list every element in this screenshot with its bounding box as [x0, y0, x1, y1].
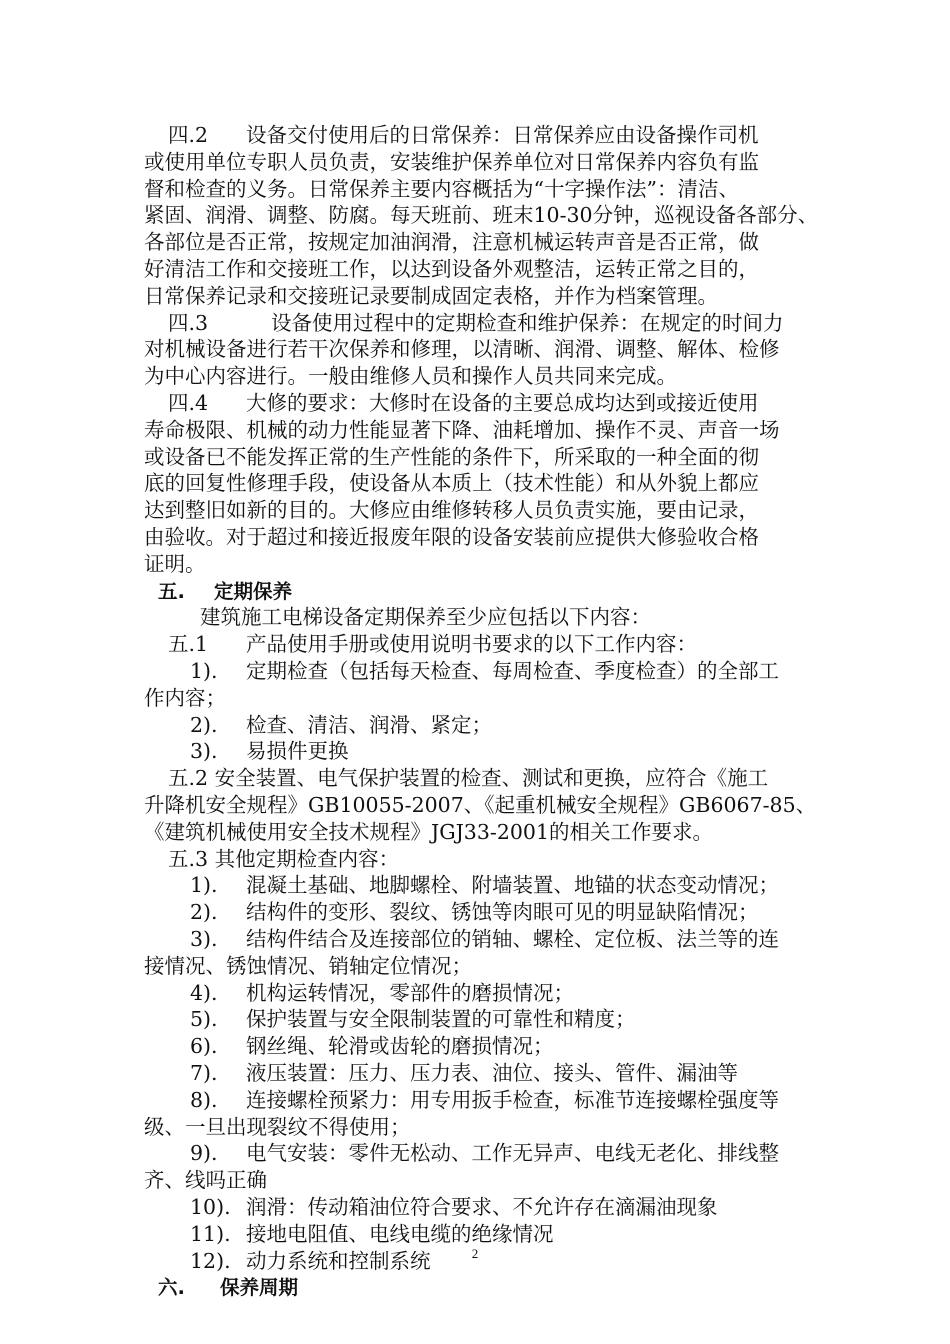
- text: 连接螺栓预紧力：用专用扳手检查，标准节连接螺栓强度等: [246, 1087, 779, 1112]
- text: 保护装置与安全限制装置的可靠性和精度；: [246, 1007, 636, 1032]
- list-item: [144, 872, 814, 899]
- paragraph-line: [144, 765, 814, 792]
- list-item: [144, 712, 814, 739]
- list-item: [144, 1033, 814, 1060]
- list-item: [144, 1006, 814, 1033]
- item-number: 3).: [190, 739, 218, 764]
- heading-text: 定期保养: [214, 579, 293, 603]
- item-number: 1).: [190, 873, 218, 898]
- item-number: 6).: [190, 1034, 218, 1059]
- paragraph-line: 紧固、润滑、调整、防腐。每天班前、班末10-30分钟，巡视设备各部分、: [144, 203, 819, 228]
- item-number: 1).: [190, 659, 218, 683]
- text: 液压装置：压力、压力表、油位、接头、管件、漏油等: [246, 1061, 738, 1085]
- list-item: [144, 1194, 814, 1221]
- paragraph-line: 或设备已不能发挥正常的生产性能的条件下，所采取的一种全面的彻: [144, 444, 759, 469]
- item-number: 4).: [190, 980, 218, 1005]
- page-number: 2: [471, 1246, 479, 1261]
- paragraph-line: 督和检查的义务。日常保养主要内容概括为“十字操作法”：清洁、: [144, 176, 739, 201]
- list-item: [144, 899, 814, 926]
- text: 接地电阻值、电线电缆的绝缘情况: [246, 1221, 554, 1246]
- paragraph-line: 对机械设备进行若干次保养和修理，以清晰、润滑、调整、解体、检修: [144, 337, 780, 362]
- paragraph-line: 达到整旧如新的目的。大修应由维修转移人员负责实施，要由记录，: [144, 498, 759, 523]
- section-label: 四.3: [168, 310, 209, 335]
- paragraph-line: [144, 122, 814, 149]
- paragraph-line: 寿命极限、机械的动力性能显著下降、油耗增加、操作不灵、声音一场: [144, 417, 780, 442]
- heading-text: 保养周期: [220, 1276, 299, 1300]
- text: 五.2 安全装置、电气保护装置的检查、测试和更换，应符合《施工: [168, 766, 769, 791]
- list-item: [144, 926, 814, 953]
- paragraph-line: 接情况、锈蚀情况、销轴定位情况；: [144, 953, 472, 978]
- section-label: 五.1: [168, 632, 209, 657]
- paragraph-line: 升降机安全规程》GB10055-2007、《起重机械安全规程》GB6067-85、: [144, 793, 817, 817]
- paragraph-line: 证明。: [144, 551, 206, 576]
- paragraph-line: [144, 310, 814, 337]
- section-label: 四.4: [168, 391, 209, 415]
- item-number: 2).: [190, 712, 218, 737]
- text: 五.3 其他定期检查内容：: [168, 846, 400, 871]
- text: 混凝土基础、地脚螺栓、附墙装置、地锚的状态变动情况；: [246, 873, 779, 898]
- text: 定期检查（包括每天检查、每周检查、季度检查）的全部工: [246, 659, 779, 683]
- paragraph-line: [144, 846, 814, 873]
- paragraph-line: 或使用单位专职人员负责，安装维护保养单位对日常保养内容负有监: [144, 149, 759, 174]
- item-number: 3).: [190, 927, 218, 951]
- list-item: [144, 1060, 814, 1087]
- paragraph-line: 各部位是否正常，按规定加油润滑，注意机械运转声音是否正常，做: [144, 230, 759, 255]
- paragraph-line: 由验收。对于超过和接近报废年限的设备安装前应提供大修验收合格: [144, 525, 759, 549]
- paragraph-line: 级、一旦出现裂纹不得使用；: [144, 1114, 411, 1139]
- paragraph-line: [144, 604, 814, 631]
- text: 易损件更换: [246, 739, 349, 764]
- list-item: [144, 1140, 814, 1167]
- paragraph-line: 《建筑机械使用安全技术规程》JGJ33-2001的相关工作要求。: [144, 819, 713, 844]
- item-number: 7).: [190, 1061, 218, 1085]
- paragraph-line: [144, 631, 814, 658]
- section-label: 四.2: [168, 123, 209, 147]
- list-item: [144, 980, 814, 1007]
- text: 结构件的变形、裂纹、锈蚀等肉眼可见的明显缺陷情况；: [246, 900, 759, 925]
- text: 检查、清洁、润滑、紧定；: [246, 712, 492, 737]
- paragraph-line: 为中心内容进行。一般由维修人员和操作人员共同来完成。: [144, 364, 677, 389]
- item-number: 5).: [190, 1007, 218, 1032]
- paragraph-line: 好清洁工作和交接班工作，以达到设备外观整洁，运转正常之目的，: [144, 257, 759, 281]
- section-heading: [144, 578, 814, 605]
- item-number: 11).: [190, 1221, 231, 1246]
- list-item: [144, 1221, 814, 1248]
- text: 润滑：传动箱油位符合要求、不允许存在滴漏油现象: [246, 1195, 718, 1219]
- list-item: [144, 1087, 814, 1114]
- paragraph-line: 作内容；: [144, 685, 226, 710]
- list-item: [144, 738, 814, 765]
- item-number: 2).: [190, 900, 218, 925]
- text: 结构件结合及连接部位的销轴、螺栓、定位板、法兰等的连: [246, 927, 779, 951]
- text: 产品使用手册或使用说明书要求的以下工作内容：: [246, 632, 697, 657]
- heading-number: 五.: [158, 579, 185, 603]
- heading-number: 六.: [158, 1276, 185, 1300]
- paragraph-line: 底的回复性修理手段，使设备从本质上（技术性能）和从外貌上都应: [144, 471, 759, 496]
- text: 机构运转情况，零部件的磨损情况；: [246, 980, 574, 1005]
- text: 设备交付使用后的日常保养：日常保养应由设备操作司机: [246, 123, 759, 147]
- text: 设备使用过程中的定期检查和维护保养：在规定的时间力: [271, 310, 784, 335]
- paragraph-line: [144, 390, 814, 417]
- paragraph-line: 齐、线吗正确: [144, 1168, 267, 1193]
- item-number: 8).: [190, 1087, 218, 1112]
- paragraph-line: 日常保养记录和交接班记录要制成固定表格，并作为档案管理。: [144, 283, 718, 308]
- item-number: 12).: [190, 1248, 231, 1273]
- item-number: 10).: [190, 1195, 231, 1219]
- text: 动力系统和控制系统: [246, 1248, 431, 1273]
- text: 大修的要求：大修时在设备的主要总成均达到或接近使用: [246, 391, 759, 415]
- list-item: [144, 658, 814, 685]
- text: 建筑施工电梯设备定期保养至少应包括以下内容：: [200, 605, 651, 630]
- item-number: 9).: [190, 1141, 218, 1166]
- section-heading: [144, 1274, 814, 1301]
- text: 电气安装：零件无松动、工作无异声、电线无老化、排线整: [246, 1141, 779, 1166]
- text: 钢丝绳、轮滑或齿轮的磨损情况；: [246, 1034, 554, 1059]
